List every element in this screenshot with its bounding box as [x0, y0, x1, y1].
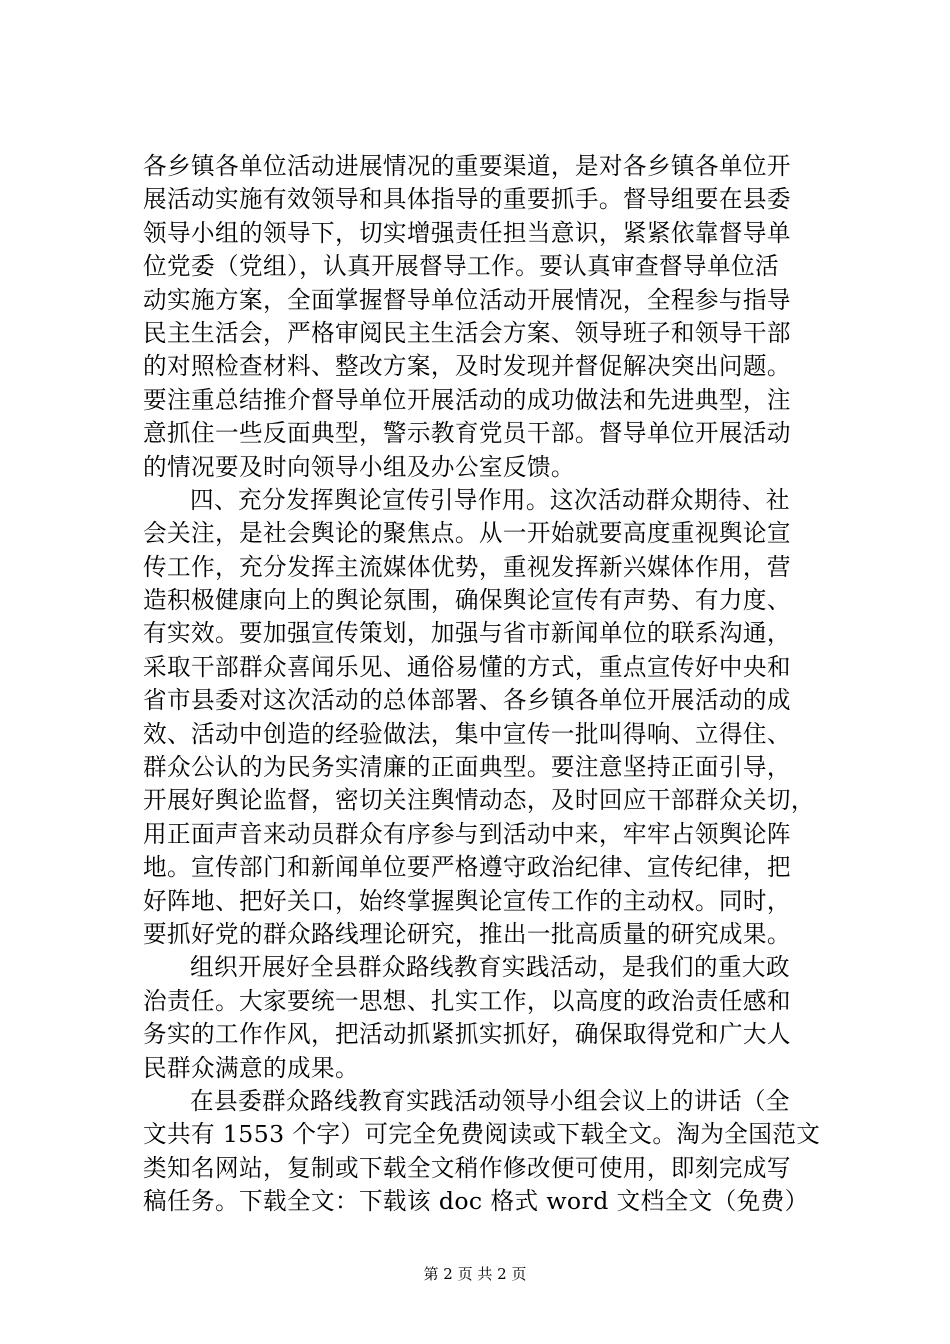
text-line: 文共有 1553 个字）可完全免费阅读或下载全文。淘为全国范文	[143, 1120, 821, 1149]
text-line: 要注重总结推介督导单位开展活动的成功做法和先进典型，注	[143, 385, 791, 414]
text-line: 位党委（党组），认真开展督导工作。要认真审查督导单位活	[143, 252, 780, 281]
text-line: 的情况要及时向领导小组及办公室反馈。	[143, 452, 575, 481]
document-body	[143, 150, 823, 1219]
text-line: 效、活动中创造的经验做法，集中宣传一批叫得响、立得住、	[143, 719, 791, 748]
text-line: 在县委群众路线教育实践活动领导小组会议上的讲话（全	[190, 1086, 790, 1115]
text-line: 治责任。大家要统一思想、扎实工作，以高度的政治责任感和	[143, 986, 791, 1015]
paragraph-public-opinion	[143, 484, 823, 951]
text-line: 组织开展好全县群众路线教育实践活动，是我们的重大政	[190, 953, 790, 982]
text-line: 动实施方案，全面掌握督导单位活动开展情况，全程参与指导	[143, 285, 791, 314]
text-line: 用正面声音来动员群众有序参与到活动中来，牢牢占领舆论阵	[143, 819, 791, 848]
text-line: 类知名网站，复制或下载全文稍作修改便可使用，即刻完成写	[143, 1153, 791, 1182]
text-line: 群众公认的为民务实清廉的正面典型。要注意坚持正面引导，	[143, 753, 791, 782]
text-line: 造积极健康向上的舆论氛围，确保舆论宣传有声势、有力度、	[143, 586, 791, 615]
text-line: 意抓住一些反面典型，警示教育党员干部。督导单位开展活动	[143, 419, 791, 448]
text-line: 采取干部群众喜闻乐见、通俗易懂的方式，重点宣传好中央和	[143, 652, 791, 681]
paragraph-conclusion	[143, 951, 823, 1085]
text-line: 要抓好党的群众路线理论研究，推出一批高质量的研究成果。	[143, 919, 791, 948]
paragraph-supervision-continued	[143, 150, 823, 484]
text-line: 展活动实施有效领导和具体指导的重要抓手。督导组要在县委	[143, 185, 791, 214]
text-line: 会关注，是社会舆论的聚焦点。从一开始就要高度重视舆论宣	[143, 519, 791, 548]
text-line: 的对照检查材料、整改方案，及时发现并督促解决突出问题。	[143, 352, 791, 381]
text-line: 领导小组的领导下，切实增强责任担当意识，紧紧依靠督导单	[143, 218, 791, 247]
text-line: 民主生活会，严格审阅民主生活会方案、领导班子和领导干部	[143, 318, 791, 347]
text-line: 传工作，充分发挥主流媒体优势，重视发挥新兴媒体作用，营	[143, 552, 791, 581]
text-line: 开展好舆论监督，密切关注舆情动态，及时回应干部群众关切，	[143, 786, 815, 815]
text-line: 民群众满意的成果。	[143, 1053, 359, 1082]
text-line: 稿任务。下载全文：下载该 doc 格式 word 文档全文（免费）	[143, 1187, 809, 1216]
page-footer: 第 2 页 共 2 页	[423, 1265, 527, 1283]
text-line: 各乡镇各单位活动进展情况的重要渠道，是对各乡镇各单位开	[143, 152, 791, 180]
text-line: 务实的工作作风，把活动抓紧抓实抓好，确保取得党和广大人	[143, 1020, 791, 1049]
text-line: 有实效。要加强宣传策划，加强与省市新闻单位的联系沟通，	[143, 619, 791, 648]
text-line: 好阵地、把好关口，始终掌握舆论宣传工作的主动权。同时，	[143, 886, 791, 915]
paragraph-download-notice	[143, 1085, 823, 1219]
text-line: 地。宣传部门和新闻单位要严格遵守政治纪律、宣传纪律，把	[143, 853, 791, 882]
text-line: 四、充分发挥舆论宣传引导作用。这次活动群众期待、社	[190, 485, 790, 514]
text-line: 省市县委对这次活动的总体部署、各乡镇各单位开展活动的成	[143, 686, 791, 715]
